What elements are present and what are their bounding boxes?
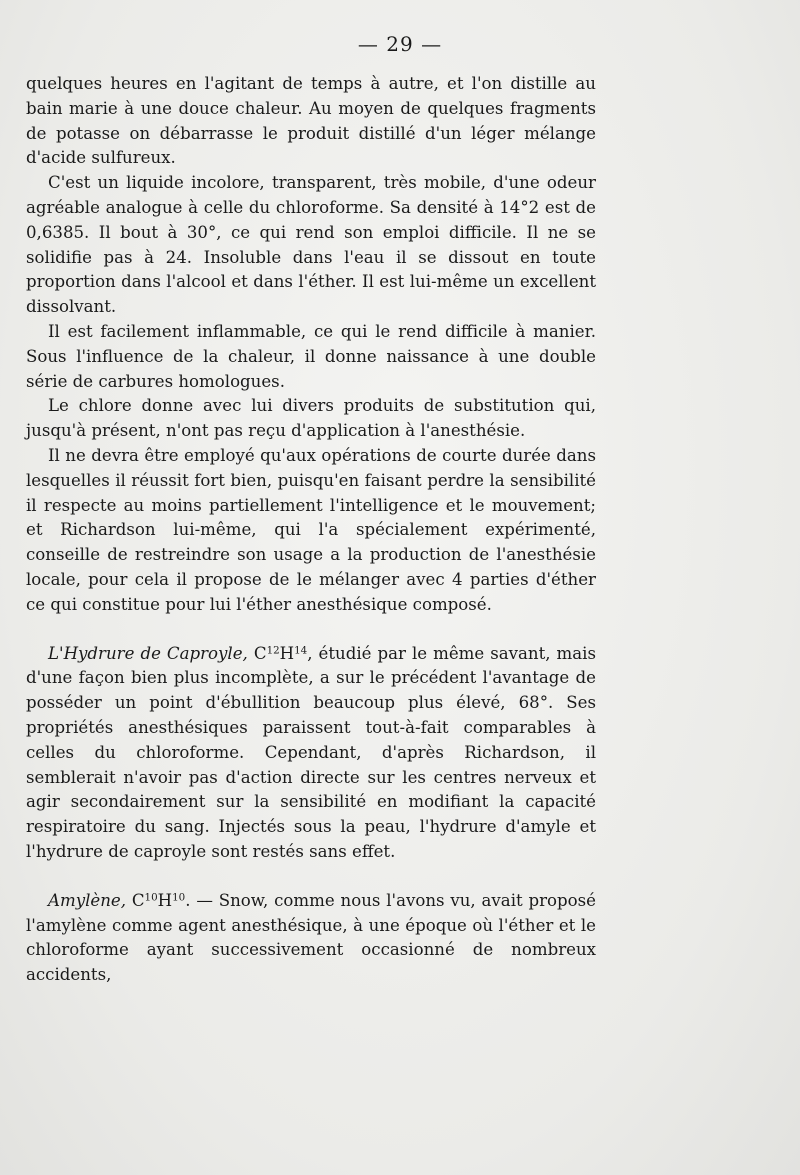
paragraph-3: Il est facilement inflammable, ce qui le rend difficile à manier. Sous l'influence de la chaleur, il donne naissance à une double série de carbures homologues. [26,321,596,391]
formula: $C^{12}H^{14}$ [253,643,308,663]
paragraph-5: Il ne devra être employé qu'aux opérations de courte durée dans lesquelles il réussit fort bien, puisqu'en faisant perdre la sensibilité il respecte au moins partiellement l'intelligence et le mouvement; et Richardson lui-même, qui l'a spécialement expérimenté, conseille de restreindre son usage a la production de l'anesthésie locale, pour cela il propose de le mélanger avec 4 parties d'éther ce qui constitue pour lui l'éther anesthésique composé. [26,445,596,614]
page-number: — 29 — [357,32,443,56]
paragraph-body: , étudié par le même savant, mais d'une façon bien plus incomplète, a sur le précédent l'avantage de posséder un point d'ébullition beaucoup plus élevé, 68°. Ses propriétés anesthésiques paraissent tout-à-fait comparables à celles du chloroforme. Cependant, d'après Richardson, il semblerait n'avoir pas d'action directe sur les centres nerveux et agir secondairement sur la sensibilité en modifiant la capacité respiratoire du sang. Injectés sous la peau, l'hydrure d'amyle et l'hydrure de caproyle sont restés sans effet. [26,643,597,861]
paragraph-1: quelques heures en l'agitant de temps à autre, et l'on distille au bain marie à une douce chaleur. Au moyen de quelques fragments de potasse on débarrasse le produit distillé d'un léger mélange d'acide sulfureux. [26,74,596,168]
section-title: L'Hydrure de Caproyle, [48,643,248,663]
paragraph-2: C'est un liquide incolore, transparent, très mobile, d'une odeur agréable analogue à celle du chloroforme. Sa densité à 14°2 est de 0,6385. Il bout à 30°, ce qui rend son emploi difficile. Il ne se solidifie pas à 24. Insoluble dans l'eau il se dissout en toute proportion dans l'alcool et dans l'éther. Il est lui-même un excellent dissolvant. [26,173,596,317]
paragraph-4: Le chlore donne avec lui divers produits de substitution qui, jusqu'à présent, n'ont pas reçu d'application à l'anesthésie. [26,396,596,441]
paragraph-amylene [26,889,596,988]
paragraph-hydrure-caproyle [26,642,596,865]
formula: $C^{10}H^{10}$ [131,890,186,910]
body-text [26,72,596,988]
paragraph-body: . — Snow, comme nous l'avons vu, avait proposé l'amylène comme agent anesthésique, à une époque où l'éther et le chloroforme ayant successivement occasionné de nombreux accidents, [26,890,596,985]
section-title: Amylène, [48,890,127,910]
